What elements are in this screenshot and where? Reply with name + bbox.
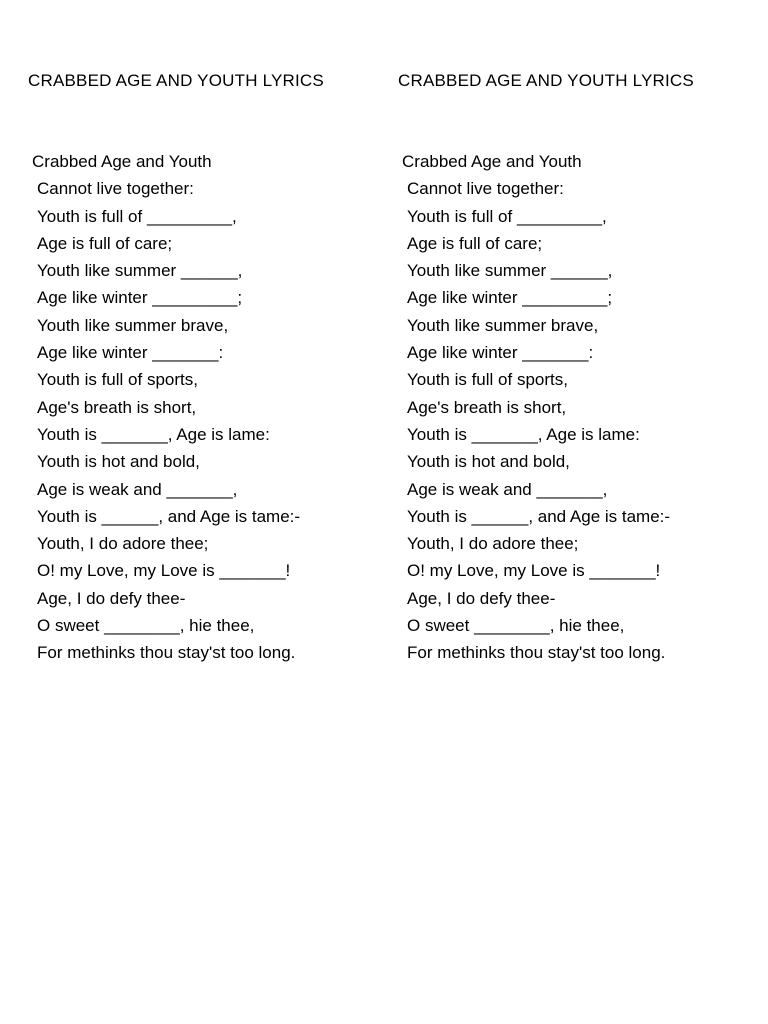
poem-line: Youth is hot and bold, bbox=[37, 452, 200, 472]
poem-line: Age is weak and _______, bbox=[37, 479, 238, 499]
poem-line: Youth is hot and bold, bbox=[407, 452, 570, 472]
poem-line: Age's breath is short, bbox=[407, 397, 567, 417]
poem-line: Youth, I do adore thee; bbox=[37, 534, 209, 554]
poem-line: Age, I do defy thee- bbox=[37, 588, 186, 608]
worksheet-heading: CRABBED AGE AND YOUTH LYRICS bbox=[398, 71, 694, 90]
poem-line: Age like winter _________; bbox=[37, 288, 243, 308]
worksheet-heading: CRABBED AGE AND YOUTH LYRICS bbox=[28, 71, 324, 90]
poem-line: Youth is full of sports, bbox=[407, 370, 568, 390]
poem-line: Age like winter _______: bbox=[407, 343, 594, 363]
poem-line: Youth is _______, Age is lame: bbox=[37, 424, 270, 444]
poem-line: Youth is full of _________, bbox=[37, 206, 237, 226]
poem bbox=[32, 148, 300, 667]
poem bbox=[402, 148, 670, 667]
poem-line: Youth like summer brave, bbox=[407, 315, 599, 335]
poem-line: Cannot live together: bbox=[407, 179, 564, 199]
poem-line: Youth, I do adore thee; bbox=[407, 534, 579, 554]
poem-line: Age like winter _______: bbox=[37, 343, 224, 363]
poem-line: Age is weak and _______, bbox=[407, 479, 608, 499]
poem-line: Youth is ______, and Age is tame:- bbox=[407, 506, 671, 526]
poem-line: Youth is full of sports, bbox=[37, 370, 198, 390]
poem-line: O! my Love, my Love is _______! bbox=[407, 561, 661, 581]
poem-line: Age is full of care; bbox=[407, 233, 543, 253]
poem-line: Youth is ______, and Age is tame:- bbox=[37, 506, 301, 526]
poem-title: Crabbed Age and Youth bbox=[402, 152, 582, 171]
poem-title: Crabbed Age and Youth bbox=[32, 152, 212, 171]
poem-line: Youth like summer ______, bbox=[37, 261, 243, 281]
poem-line: Youth is _______, Age is lame: bbox=[407, 424, 640, 444]
poem-line: O sweet ________, hie thee, bbox=[407, 616, 625, 636]
poem-line: O! my Love, my Love is _______! bbox=[37, 561, 291, 581]
poem-line: For methinks thou stay'st too long. bbox=[37, 643, 296, 663]
poem-line: Age's breath is short, bbox=[37, 397, 197, 417]
worksheet-copy-right bbox=[370, 0, 730, 1024]
poem-line: Age like winter _________; bbox=[407, 288, 613, 308]
poem-line: Youth is full of _________, bbox=[407, 206, 607, 226]
poem-line: O sweet ________, hie thee, bbox=[37, 616, 255, 636]
poem-line: Age is full of care; bbox=[37, 233, 173, 253]
poem-line: Youth like summer brave, bbox=[37, 315, 229, 335]
poem-line: Age, I do defy thee- bbox=[407, 588, 556, 608]
poem-line: Cannot live together: bbox=[37, 179, 194, 199]
poem-line: For methinks thou stay'st too long. bbox=[407, 643, 666, 663]
worksheet-copy-left bbox=[0, 0, 360, 1024]
poem-line: Youth like summer ______, bbox=[407, 261, 613, 281]
